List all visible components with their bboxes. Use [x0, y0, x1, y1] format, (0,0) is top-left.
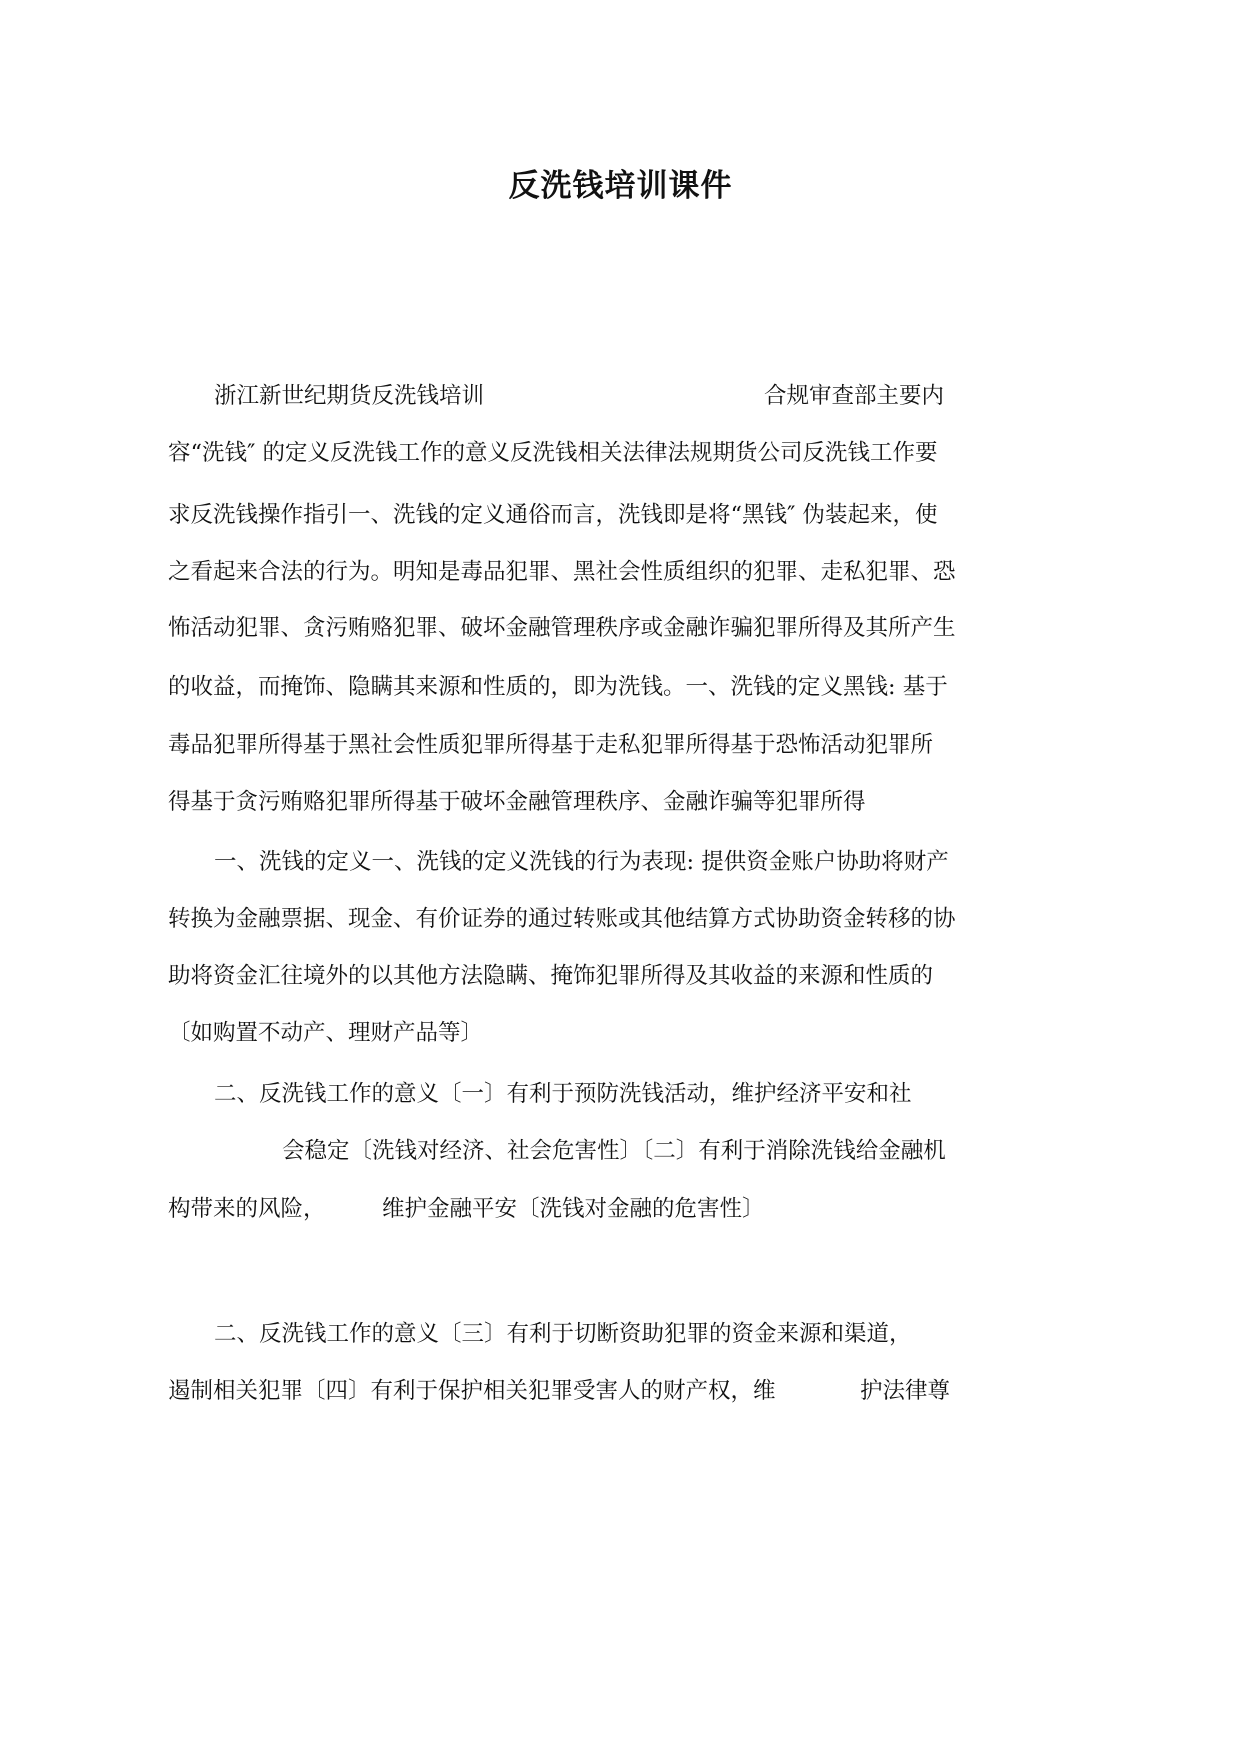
text-segment: 毒品犯罪所得基于黑社会性质犯罪所得基于走私犯罪所得基于恐怖活动犯罪所	[168, 732, 934, 758]
text-segment: 容“洗钱″ 的定义反洗钱工作的意义反洗钱相关法律法规期货公司反洗钱工作要	[168, 440, 938, 466]
text-segment: 护法律尊	[860, 1378, 951, 1404]
text-segment: 会稳定〔洗钱对经济、社会危害性〕〔二〕有利于消除洗钱给金融机	[282, 1138, 946, 1164]
text-segment: 遏制相关犯罪〔四〕有利于保护相关犯罪受害人的财产权，维	[168, 1378, 776, 1404]
text-segment: 助将资金汇往境外的以其他方法隐瞒、掩饰犯罪所得及其收益的来源和性质的	[168, 963, 934, 989]
document-title: 反洗钱培训课件	[508, 168, 733, 204]
text-segment: 二、反洗钱工作的意义〔三〕有利于切断资助犯罪的资金来源和渠道，	[214, 1321, 912, 1347]
text-segment: 构带来的风险，	[168, 1196, 326, 1222]
text-segment: 合规审查部主要内	[764, 383, 945, 409]
text-segment: 一、洗钱的定义一、洗钱的定义洗钱的行为表现: 提供资金账户协助将财产	[214, 849, 949, 875]
text-segment: 转换为金融票据、现金、有价证券的通过转账或其他结算方式协助资金转移的协	[168, 906, 956, 932]
text-segment: 〔如购置不动产、理财产品等〕	[168, 1020, 484, 1046]
text-segment: 之看起来合法的行为。明知是毒品犯罪、黑社会性质组织的犯罪、走私犯罪、恐	[168, 559, 956, 585]
text-segment: 浙江新世纪期货反洗钱培训	[214, 383, 485, 409]
text-segment: 维护金融平安〔洗钱对金融的危害性〕	[382, 1196, 765, 1222]
text-segment: 得基于贪污贿赂犯罪所得基于破坏金融管理秩序、金融诈骗等犯罪所得	[168, 789, 866, 815]
text-segment: 的收益，而掩饰、隐瞒其来源和性质的，即为洗钱。一、洗钱的定义黑钱: 基于	[168, 674, 948, 700]
text-segment: 怖活动犯罪、贪污贿赂犯罪、破坏金融管理秩序或金融诈骗犯罪所得及其所产生	[168, 615, 956, 641]
text-segment: 求反洗钱操作指引一、洗钱的定义通俗而言，洗钱即是将“黑钱″ 伪装起来，使	[168, 502, 938, 528]
text-segment: 二、反洗钱工作的意义〔一〕有利于预防洗钱活动，维护经济平安和社	[214, 1081, 912, 1107]
